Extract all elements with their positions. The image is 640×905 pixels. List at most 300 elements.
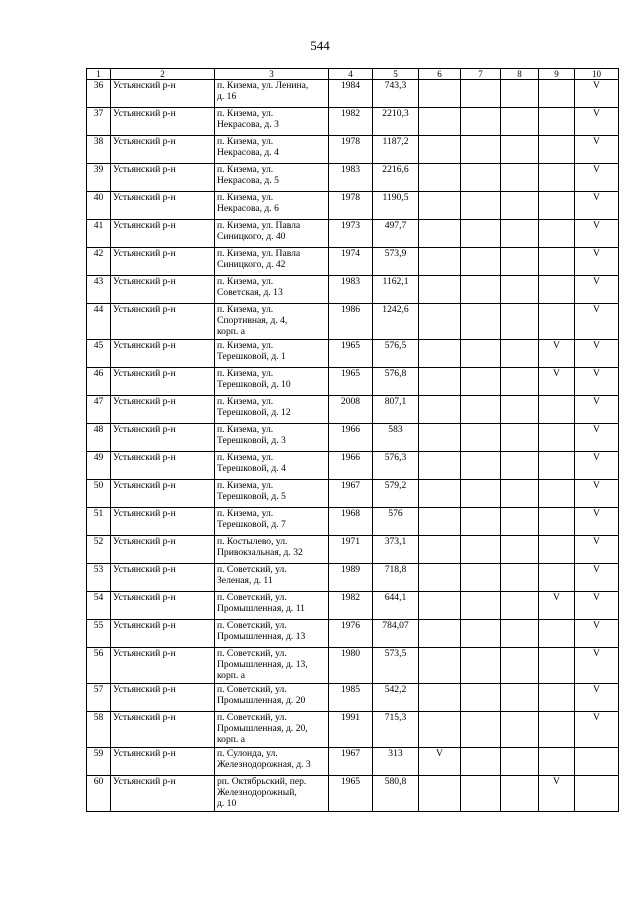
mark-cell-8 bbox=[501, 648, 539, 684]
district-cell: Устьянский р-н bbox=[111, 304, 215, 340]
mark-cell-10: V bbox=[575, 536, 619, 564]
mark-cell-10: V bbox=[575, 192, 619, 220]
row-number-cell: 46 bbox=[87, 368, 111, 396]
mark-cell-8 bbox=[501, 276, 539, 304]
row-number-cell: 56 bbox=[87, 648, 111, 684]
address-cell bbox=[215, 192, 329, 220]
mark-cell-9 bbox=[539, 396, 575, 424]
district-cell: Устьянский р-н bbox=[111, 396, 215, 424]
mark-cell-10: V bbox=[575, 108, 619, 136]
mark-cell-6 bbox=[419, 340, 461, 368]
column-number-row bbox=[87, 69, 619, 80]
address-cell bbox=[215, 508, 329, 536]
district-cell: Устьянский р-н bbox=[111, 592, 215, 620]
mark-cell-6 bbox=[419, 684, 461, 712]
table-row bbox=[87, 592, 619, 620]
mark-cell-7 bbox=[461, 424, 501, 452]
mark-cell-8 bbox=[501, 248, 539, 276]
area-cell: 579,2 bbox=[373, 480, 419, 508]
address-line: п. Советский, ул. bbox=[217, 620, 287, 631]
area-cell: 644,1 bbox=[373, 592, 419, 620]
table-row bbox=[87, 136, 619, 164]
district-cell: Устьянский р-н bbox=[111, 564, 215, 592]
mark-cell-6 bbox=[419, 396, 461, 424]
address-cell bbox=[215, 304, 329, 340]
mark-cell-6 bbox=[419, 592, 461, 620]
area-cell: 1242,6 bbox=[373, 304, 419, 340]
mark-cell-9 bbox=[539, 712, 575, 748]
district-cell: Устьянский р-н bbox=[111, 340, 215, 368]
address-line: п. Кизема, ул. bbox=[217, 508, 274, 519]
table-row bbox=[87, 276, 619, 304]
column-header: 4 bbox=[329, 69, 373, 80]
area-cell: 2216,6 bbox=[373, 164, 419, 192]
address-line: п. Сулонда, ул. bbox=[217, 748, 278, 759]
mark-cell-9 bbox=[539, 684, 575, 712]
address-line: корп. а bbox=[217, 670, 245, 681]
table-row bbox=[87, 536, 619, 564]
mark-cell-6 bbox=[419, 220, 461, 248]
mark-cell-10: V bbox=[575, 276, 619, 304]
address-cell bbox=[215, 620, 329, 648]
area-cell: 576,3 bbox=[373, 452, 419, 480]
mark-cell-9 bbox=[539, 248, 575, 276]
table-row bbox=[87, 248, 619, 276]
mark-cell-7 bbox=[461, 480, 501, 508]
mark-cell-7 bbox=[461, 776, 501, 812]
mark-cell-7 bbox=[461, 368, 501, 396]
mark-cell-7 bbox=[461, 684, 501, 712]
row-number-cell: 48 bbox=[87, 424, 111, 452]
mark-cell-10: V bbox=[575, 136, 619, 164]
mark-cell-6 bbox=[419, 108, 461, 136]
row-number-cell: 47 bbox=[87, 396, 111, 424]
mark-cell-9: V bbox=[539, 776, 575, 812]
address-line: п. Кизема, ул. bbox=[217, 396, 274, 407]
district-cell: Устьянский р-н bbox=[111, 424, 215, 452]
mark-cell-6 bbox=[419, 136, 461, 164]
address-line: п. Костылево, ул. bbox=[217, 536, 288, 547]
mark-cell-8 bbox=[501, 620, 539, 648]
address-cell bbox=[215, 452, 329, 480]
mark-cell-6 bbox=[419, 536, 461, 564]
mark-cell-8 bbox=[501, 452, 539, 480]
district-cell: Устьянский р-н bbox=[111, 164, 215, 192]
mark-cell-6 bbox=[419, 712, 461, 748]
address-line: корп. а bbox=[217, 326, 245, 337]
mark-cell-6 bbox=[419, 192, 461, 220]
mark-cell-6: V bbox=[419, 748, 461, 776]
mark-cell-9 bbox=[539, 276, 575, 304]
address-line: Некрасова, д. 4 bbox=[217, 147, 279, 158]
table-row bbox=[87, 684, 619, 712]
address-cell bbox=[215, 424, 329, 452]
mark-cell-6 bbox=[419, 368, 461, 396]
mark-cell-6 bbox=[419, 480, 461, 508]
address-cell bbox=[215, 648, 329, 684]
table-row bbox=[87, 452, 619, 480]
address-line: Спортивная, д. 4, bbox=[217, 315, 288, 326]
year-cell: 1974 bbox=[329, 248, 373, 276]
table-row bbox=[87, 564, 619, 592]
mark-cell-7 bbox=[461, 248, 501, 276]
address-line: Зеленая, д. 11 bbox=[217, 575, 273, 586]
district-cell: Устьянский р-н bbox=[111, 192, 215, 220]
address-cell bbox=[215, 564, 329, 592]
address-line: Промышленная, д. 11 bbox=[217, 603, 305, 614]
area-cell: 573,9 bbox=[373, 248, 419, 276]
mark-cell-9 bbox=[539, 648, 575, 684]
mark-cell-6 bbox=[419, 452, 461, 480]
table-row bbox=[87, 480, 619, 508]
row-number-cell: 44 bbox=[87, 304, 111, 340]
mark-cell-9 bbox=[539, 620, 575, 648]
mark-cell-9: V bbox=[539, 340, 575, 368]
mark-cell-8 bbox=[501, 340, 539, 368]
mark-cell-9 bbox=[539, 136, 575, 164]
mark-cell-8 bbox=[501, 776, 539, 812]
table-row bbox=[87, 620, 619, 648]
address-cell bbox=[215, 340, 329, 368]
mark-cell-8 bbox=[501, 220, 539, 248]
address-cell bbox=[215, 396, 329, 424]
row-number-cell: 55 bbox=[87, 620, 111, 648]
row-number-cell: 50 bbox=[87, 480, 111, 508]
mark-cell-9 bbox=[539, 424, 575, 452]
mark-cell-7 bbox=[461, 276, 501, 304]
mark-cell-6 bbox=[419, 424, 461, 452]
address-line: Промышленная, д. 13 bbox=[217, 631, 306, 642]
year-cell: 1980 bbox=[329, 648, 373, 684]
district-cell: Устьянский р-н bbox=[111, 368, 215, 396]
area-cell: 573,5 bbox=[373, 648, 419, 684]
mark-cell-8 bbox=[501, 136, 539, 164]
row-number-cell: 54 bbox=[87, 592, 111, 620]
area-cell: 313 bbox=[373, 748, 419, 776]
area-cell: 576 bbox=[373, 508, 419, 536]
table-row bbox=[87, 424, 619, 452]
mark-cell-10 bbox=[575, 776, 619, 812]
mark-cell-8 bbox=[501, 592, 539, 620]
address-cell bbox=[215, 536, 329, 564]
address-line: п. Кизема, ул. bbox=[217, 276, 274, 287]
year-cell: 1966 bbox=[329, 452, 373, 480]
area-cell: 542,2 bbox=[373, 684, 419, 712]
address-line: Терешковой, д. 3 bbox=[217, 435, 286, 446]
address-line: Терешковой, д. 5 bbox=[217, 491, 286, 502]
column-header: 7 bbox=[461, 69, 501, 80]
address-line: п. Советский, ул. bbox=[217, 592, 287, 603]
address-cell bbox=[215, 164, 329, 192]
mark-cell-7 bbox=[461, 712, 501, 748]
address-line: п. Кизема, ул. bbox=[217, 304, 274, 315]
mark-cell-10: V bbox=[575, 452, 619, 480]
address-line: п. Кизема, ул. bbox=[217, 340, 274, 351]
area-cell: 2210,3 bbox=[373, 108, 419, 136]
mark-cell-7 bbox=[461, 108, 501, 136]
mark-cell-10: V bbox=[575, 396, 619, 424]
area-cell: 576,5 bbox=[373, 340, 419, 368]
area-cell: 373,1 bbox=[373, 536, 419, 564]
year-cell: 1971 bbox=[329, 536, 373, 564]
address-line: рп. Октябрьский, пер. bbox=[217, 776, 307, 787]
address-cell bbox=[215, 108, 329, 136]
mark-cell-8 bbox=[501, 508, 539, 536]
mark-cell-7 bbox=[461, 80, 501, 108]
area-cell: 1187,2 bbox=[373, 136, 419, 164]
mark-cell-8 bbox=[501, 748, 539, 776]
mark-cell-6 bbox=[419, 276, 461, 304]
district-cell: Устьянский р-н bbox=[111, 776, 215, 812]
table-row bbox=[87, 776, 619, 812]
column-header: 1 bbox=[87, 69, 111, 80]
district-cell: Устьянский р-н bbox=[111, 748, 215, 776]
address-cell bbox=[215, 248, 329, 276]
area-cell: 1162,1 bbox=[373, 276, 419, 304]
table-row bbox=[87, 108, 619, 136]
address-cell bbox=[215, 748, 329, 776]
year-cell: 1991 bbox=[329, 712, 373, 748]
page-number: 544 bbox=[310, 38, 330, 53]
row-number-cell: 40 bbox=[87, 192, 111, 220]
address-cell bbox=[215, 80, 329, 108]
row-number-cell: 38 bbox=[87, 136, 111, 164]
column-header: 6 bbox=[419, 69, 461, 80]
mark-cell-7 bbox=[461, 192, 501, 220]
mark-cell-6 bbox=[419, 80, 461, 108]
area-cell: 576,8 bbox=[373, 368, 419, 396]
mark-cell-8 bbox=[501, 304, 539, 340]
mark-cell-10: V bbox=[575, 164, 619, 192]
address-cell bbox=[215, 592, 329, 620]
column-header: 5 bbox=[373, 69, 419, 80]
mark-cell-9: V bbox=[539, 368, 575, 396]
address-cell bbox=[215, 480, 329, 508]
mark-cell-8 bbox=[501, 684, 539, 712]
mark-cell-9 bbox=[539, 452, 575, 480]
district-cell: Устьянский р-н bbox=[111, 480, 215, 508]
address-line: п. Советский, ул. bbox=[217, 684, 287, 695]
mark-cell-8 bbox=[501, 80, 539, 108]
mark-cell-7 bbox=[461, 564, 501, 592]
mark-cell-10: V bbox=[575, 368, 619, 396]
buildings-table bbox=[86, 68, 619, 812]
address-line: Терешковой, д. 4 bbox=[217, 463, 286, 474]
table-row bbox=[87, 80, 619, 108]
mark-cell-9 bbox=[539, 536, 575, 564]
year-cell: 1967 bbox=[329, 480, 373, 508]
address-line: п. Кизема, ул. Павла bbox=[217, 220, 301, 231]
mark-cell-6 bbox=[419, 564, 461, 592]
mark-cell-10: V bbox=[575, 220, 619, 248]
address-line: Железнодорожная, д. 3 bbox=[217, 759, 311, 770]
row-number-cell: 37 bbox=[87, 108, 111, 136]
district-cell: Устьянский р-н bbox=[111, 248, 215, 276]
district-cell: Устьянский р-н bbox=[111, 536, 215, 564]
table-row bbox=[87, 220, 619, 248]
mark-cell-8 bbox=[501, 424, 539, 452]
address-line: п. Советский, ул. bbox=[217, 564, 287, 575]
mark-cell-10: V bbox=[575, 712, 619, 748]
district-cell: Устьянский р-н bbox=[111, 452, 215, 480]
mark-cell-7 bbox=[461, 648, 501, 684]
year-cell: 1982 bbox=[329, 108, 373, 136]
address-line: п. Советский, ул. bbox=[217, 648, 287, 659]
mark-cell-10: V bbox=[575, 80, 619, 108]
mark-cell-7 bbox=[461, 220, 501, 248]
year-cell: 1978 bbox=[329, 136, 373, 164]
mark-cell-6 bbox=[419, 620, 461, 648]
year-cell: 1968 bbox=[329, 508, 373, 536]
mark-cell-10: V bbox=[575, 620, 619, 648]
table-row bbox=[87, 192, 619, 220]
address-line: Терешковой, д. 1 bbox=[217, 351, 286, 362]
area-cell: 1190,5 bbox=[373, 192, 419, 220]
address-line: п. Кизема, ул. Ленина, bbox=[217, 80, 309, 91]
area-cell: 743,3 bbox=[373, 80, 419, 108]
mark-cell-7 bbox=[461, 136, 501, 164]
year-cell: 1983 bbox=[329, 276, 373, 304]
address-line: п. Кизема, ул. bbox=[217, 452, 274, 463]
district-cell: Устьянский р-н bbox=[111, 684, 215, 712]
mark-cell-9 bbox=[539, 220, 575, 248]
table-row bbox=[87, 164, 619, 192]
table-row bbox=[87, 304, 619, 340]
mark-cell-10: V bbox=[575, 304, 619, 340]
mark-cell-9 bbox=[539, 192, 575, 220]
mark-cell-9 bbox=[539, 80, 575, 108]
row-number-cell: 58 bbox=[87, 712, 111, 748]
table-row bbox=[87, 712, 619, 748]
column-header: 9 bbox=[539, 69, 575, 80]
mark-cell-6 bbox=[419, 508, 461, 536]
mark-cell-6 bbox=[419, 164, 461, 192]
year-cell: 1982 bbox=[329, 592, 373, 620]
row-number-cell: 42 bbox=[87, 248, 111, 276]
address-line: Некрасова, д. 6 bbox=[217, 203, 279, 214]
address-cell bbox=[215, 220, 329, 248]
area-cell: 718,8 bbox=[373, 564, 419, 592]
address-line: п. Советский, ул. bbox=[217, 712, 287, 723]
district-cell: Устьянский р-н bbox=[111, 136, 215, 164]
row-number-cell: 43 bbox=[87, 276, 111, 304]
area-cell: 583 bbox=[373, 424, 419, 452]
area-cell: 807,1 bbox=[373, 396, 419, 424]
area-cell: 497,7 bbox=[373, 220, 419, 248]
area-cell: 580,8 bbox=[373, 776, 419, 812]
address-line: п. Кизема, ул. Павла bbox=[217, 248, 301, 259]
mark-cell-9: V bbox=[539, 592, 575, 620]
row-number-cell: 41 bbox=[87, 220, 111, 248]
mark-cell-9 bbox=[539, 564, 575, 592]
address-line: п. Кизема, ул. bbox=[217, 368, 274, 379]
address-line: д. 16 bbox=[217, 91, 237, 102]
address-line: п. Кизема, ул. bbox=[217, 108, 274, 119]
address-line: Привокзальная, д. 32 bbox=[217, 547, 303, 558]
year-cell: 1986 bbox=[329, 304, 373, 340]
address-line: Терешковой, д. 7 bbox=[217, 519, 286, 530]
mark-cell-7 bbox=[461, 164, 501, 192]
address-line: п. Кизема, ул. bbox=[217, 136, 274, 147]
address-line: Синицкого, д. 42 bbox=[217, 259, 286, 270]
mark-cell-6 bbox=[419, 648, 461, 684]
mark-cell-7 bbox=[461, 508, 501, 536]
row-number-cell: 59 bbox=[87, 748, 111, 776]
address-line: д. 10 bbox=[217, 798, 237, 809]
mark-cell-10: V bbox=[575, 508, 619, 536]
district-cell: Устьянский р-н bbox=[111, 648, 215, 684]
table-row bbox=[87, 396, 619, 424]
year-cell: 1976 bbox=[329, 620, 373, 648]
row-number-cell: 36 bbox=[87, 80, 111, 108]
address-line: Терешковой, д. 12 bbox=[217, 407, 291, 418]
mark-cell-6 bbox=[419, 248, 461, 276]
address-line: Промышленная, д. 13, bbox=[217, 659, 308, 670]
address-cell bbox=[215, 712, 329, 748]
district-cell: Устьянский р-н bbox=[111, 712, 215, 748]
mark-cell-10: V bbox=[575, 340, 619, 368]
mark-cell-10: V bbox=[575, 564, 619, 592]
mark-cell-8 bbox=[501, 368, 539, 396]
address-line: п. Кизема, ул. bbox=[217, 164, 274, 175]
mark-cell-10: V bbox=[575, 480, 619, 508]
address-line: Промышленная, д. 20, bbox=[217, 723, 308, 734]
mark-cell-10: V bbox=[575, 248, 619, 276]
row-number-cell: 60 bbox=[87, 776, 111, 812]
year-cell: 1985 bbox=[329, 684, 373, 712]
year-cell: 1973 bbox=[329, 220, 373, 248]
mark-cell-10: V bbox=[575, 648, 619, 684]
address-cell bbox=[215, 136, 329, 164]
row-number-cell: 39 bbox=[87, 164, 111, 192]
mark-cell-9 bbox=[539, 304, 575, 340]
address-line: п. Кизема, ул. bbox=[217, 192, 274, 203]
district-cell: Устьянский р-н bbox=[111, 620, 215, 648]
year-cell: 1966 bbox=[329, 424, 373, 452]
year-cell: 2008 bbox=[329, 396, 373, 424]
mark-cell-6 bbox=[419, 304, 461, 340]
address-cell bbox=[215, 684, 329, 712]
year-cell: 1965 bbox=[329, 340, 373, 368]
mark-cell-8 bbox=[501, 396, 539, 424]
mark-cell-6 bbox=[419, 776, 461, 812]
mark-cell-9 bbox=[539, 508, 575, 536]
mark-cell-7 bbox=[461, 536, 501, 564]
mark-cell-8 bbox=[501, 192, 539, 220]
mark-cell-8 bbox=[501, 564, 539, 592]
address-line: Терешковой, д. 10 bbox=[217, 379, 291, 390]
row-number-cell: 51 bbox=[87, 508, 111, 536]
area-cell: 784,07 bbox=[373, 620, 419, 648]
mark-cell-10: V bbox=[575, 592, 619, 620]
mark-cell-10: V bbox=[575, 424, 619, 452]
district-cell: Устьянский р-н bbox=[111, 508, 215, 536]
address-line: Некрасова, д. 3 bbox=[217, 119, 279, 130]
mark-cell-8 bbox=[501, 108, 539, 136]
address-cell bbox=[215, 276, 329, 304]
mark-cell-9 bbox=[539, 164, 575, 192]
table-row bbox=[87, 368, 619, 396]
mark-cell-10 bbox=[575, 748, 619, 776]
address-line: п. Кизема, ул. bbox=[217, 480, 274, 491]
mark-cell-7 bbox=[461, 748, 501, 776]
column-header: 3 bbox=[215, 69, 329, 80]
address-line: корп. а bbox=[217, 734, 245, 745]
row-number-cell: 49 bbox=[87, 452, 111, 480]
district-cell: Устьянский р-н bbox=[111, 80, 215, 108]
mark-cell-7 bbox=[461, 340, 501, 368]
address-line: Промышленная, д. 20 bbox=[217, 695, 306, 706]
